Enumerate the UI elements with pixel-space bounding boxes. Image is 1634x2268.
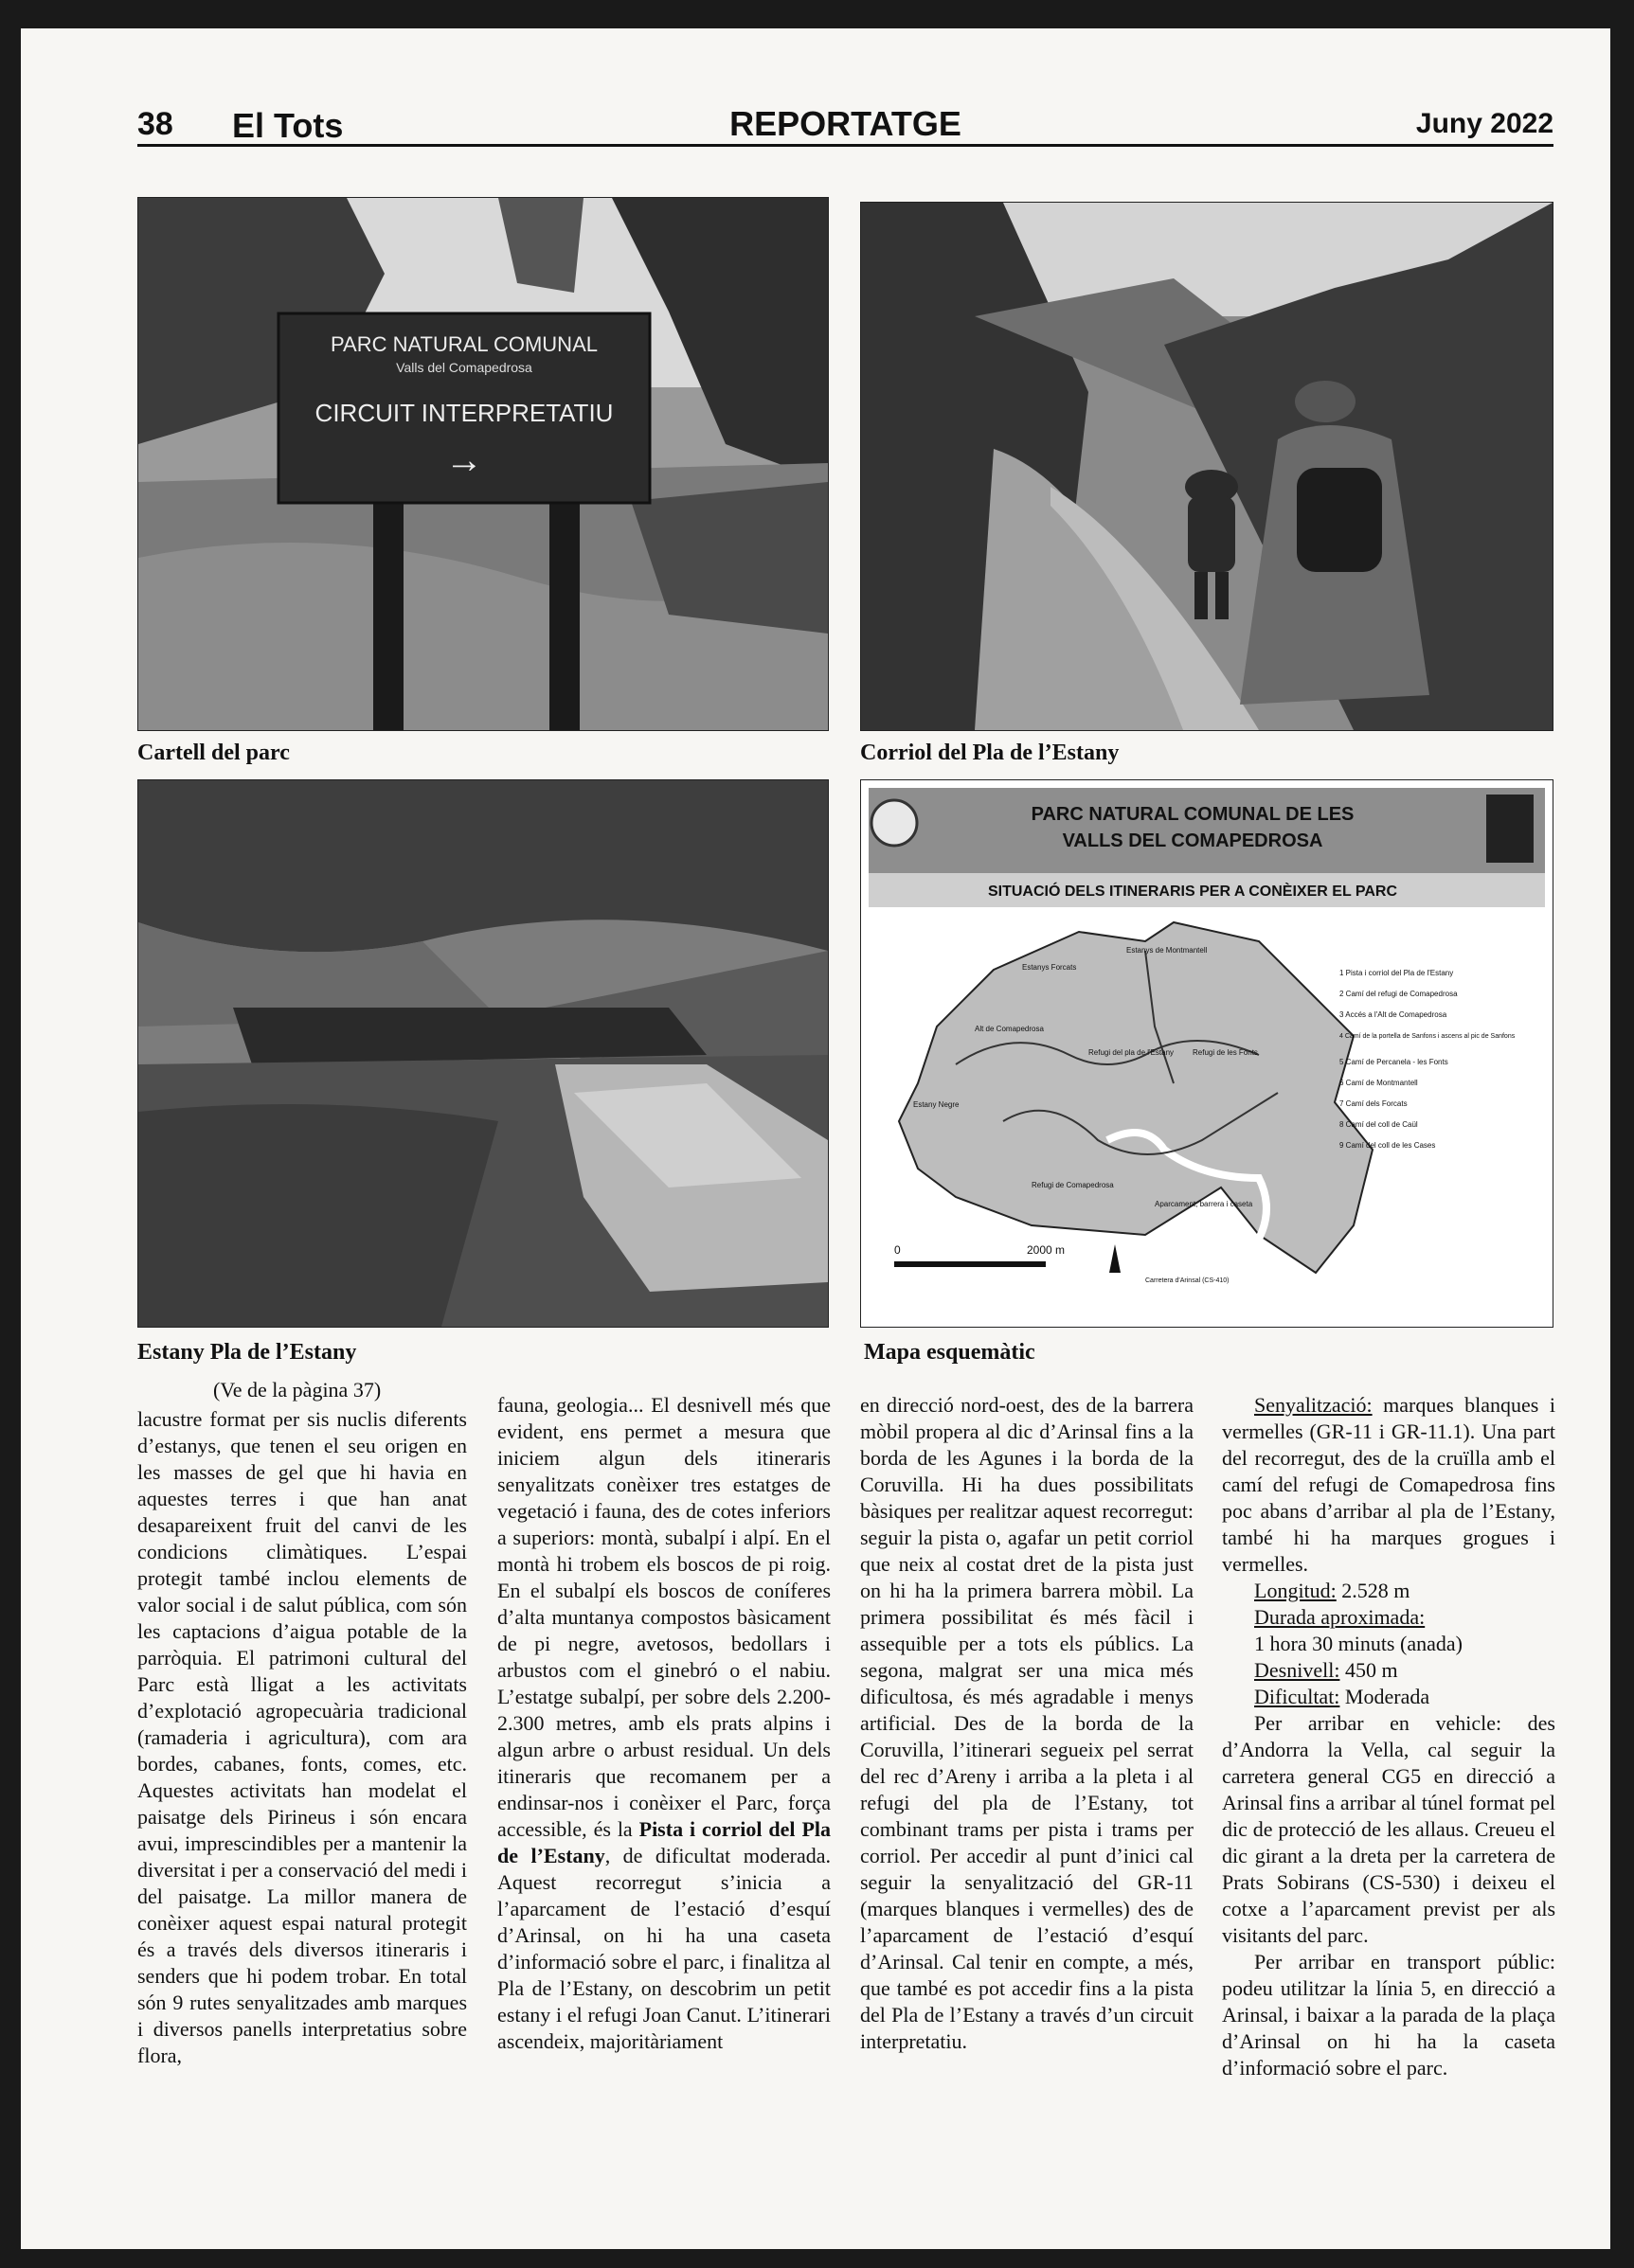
length-info	[1222, 1578, 1555, 1604]
scale-zero-label: 0	[894, 1243, 901, 1257]
caption-map: Mapa esquemàtic	[864, 1340, 1035, 1365]
value: 450 m	[1339, 1658, 1398, 1682]
value: 2.528 m	[1336, 1579, 1410, 1602]
label: Durada aproximada:	[1254, 1605, 1426, 1629]
place-label: Estany Negre	[913, 1100, 960, 1109]
label: Senyalització:	[1254, 1393, 1373, 1417]
route-name: Pista i corriol del Pla de l’Estany	[497, 1817, 832, 1867]
photo-park-sign	[137, 197, 829, 731]
legend-item: 5 Camí de Percanela - les Fonts	[1339, 1058, 1448, 1066]
text-run: , de dificultat moderada. Aquest recorregut s’inicia a l’aparcament de l’estació d’esquí d’Arinsal, on hi ha una caseta d’informació sobre el parc, i finalitza al Pla de l’Estany, on descobrim un petit estany i el refugi Joan Canut. L’itinerari ascendeix, majoritàriament	[497, 1844, 831, 2053]
caption-trail: Corriol del Pla de l’Estany	[860, 741, 1120, 765]
map-subtitle: SITUACIÓ DELS ITINERARIS PER A CONÈIXER EL PARC	[987, 884, 1398, 900]
legend-item: 9 Camí del coll de les Cases	[1339, 1141, 1436, 1150]
transport-access: Per arribar en transport públic: podeu utilitzar la línia 5, en direcció a Arinsal, i baixar a la parada de la plaça d’Arinsal on hi ha la caseta d’informació sobre el parc.	[1222, 1950, 1555, 2080]
place-label: Alt de Comapedrosa	[975, 1025, 1044, 1033]
article-column-4	[1222, 1392, 1555, 2081]
label: Longitud:	[1254, 1579, 1337, 1602]
legend-item: 4 Camí de la portella de Sanfons i ascens al pic de Sanfons	[1339, 1033, 1516, 1040]
difficulty-info	[1222, 1684, 1555, 1710]
place-label: Estanys Forcats	[1022, 963, 1077, 972]
paragraph	[497, 1392, 831, 2055]
duration-value: 1 hora 30 minuts (anada)	[1254, 1632, 1463, 1655]
scale-label: 2000 m	[1027, 1243, 1066, 1257]
publication-name: El Tots	[232, 106, 344, 145]
sign-line-2: Valls del Comapedrosa	[396, 360, 532, 375]
label: Desnivell:	[1254, 1658, 1340, 1682]
article-column-1	[137, 1406, 467, 2069]
page-header	[137, 78, 1553, 147]
vehicle-access: Per arribar en vehicle: des d’Andorra la Vella, cal seguir la carretera general CG5 en direcció a Arinsal fins a arribar al túnel format pel dic de protecció de les allaus. Creueu el dic girant a la dreta per la carretera de Prats Sobirans (CS-530) i deixeu el cotxe a l’aparcament previst per als visitants del parc.	[1222, 1711, 1555, 1947]
elevation-info	[1222, 1657, 1555, 1684]
sign-line-3: CIRCUIT INTERPRETATIU	[314, 399, 614, 427]
legend-item: 8 Camí del coll de Caül	[1339, 1120, 1418, 1129]
paragraph: lacustre format per sis nuclis diferents d’estanys, que tenen el seu origen en les masses de gel que hi havia en aquestes terres i que han anat desapareixent fruit del canvi de les condicions climàtiques. L’espai protegit també inclou elements de valor social i de salut pública, com són les captacions d’aigua potable de la parròquia. El patrimoni cultural del Parc està lligat a les activitats d’explotació agropecuària tradicional (ramaderia i agricultura), com ara bordes, cabanes, fonts, comes, etc. Aquestes activitats han modelat el paisatge dels Pirineus i són encara avui, imprescindibles per a mantenir la diversitat i per a conservació del medi i del paisatge. La millor manera de conèixer aquest espai natural protegit és a través dels diversos itineraris i senders que hi podem trobar. En total són 9 rutes senyalitzades amb marques i diversos panells interpretatius sobre flora,	[137, 1407, 467, 2067]
photo-lake	[137, 779, 829, 1328]
section-title: REPORTATGE	[729, 104, 961, 143]
value: marques blanques i vermelles (GR-11 i GR-11.1). Una part del recorregut, des de la cruïlla amb el camí del refugi de Comapedrosa fins poc abans d’arribar al pla de l’Estany, també hi ha marques grogues i vermelles.	[1222, 1393, 1555, 1576]
map-title-line-2: VALLS DEL COMAPEDROSA	[1062, 830, 1323, 851]
place-label: Aparcament, barrera i caseta	[1155, 1200, 1253, 1208]
caption-lake: Estany Pla de l’Estany	[137, 1340, 357, 1365]
duration-info	[1222, 1604, 1555, 1631]
place-label: Estanys de Montmantell	[1126, 946, 1208, 955]
map-figure	[860, 779, 1553, 1328]
value: Moderada	[1339, 1685, 1430, 1708]
article-column-2	[497, 1392, 831, 2055]
caption-park-sign: Cartell del parc	[137, 741, 290, 765]
continued-from: (Ve de la pàgina 37)	[213, 1378, 382, 1402]
arrow-right-icon: →	[445, 439, 483, 481]
page-number: 38	[137, 106, 173, 142]
legend-item: 1 Pista i corriol del Pla de l'Estany	[1339, 969, 1454, 977]
paragraph: en direcció nord-oest, des de la barrera mòbil propera al dic d’Arinsal fins a la borda de les Agunes i la borda de la Coruvilla. Hi ha dues possibilitats bàsiques per realitzar aquest recorregut: seguir la pista o, agafar un petit corriol que neix al costat dret de la pista just on hi ha la primera barrera mòbil. La primera possibilitat és més fàcil i assequible per a tots els públics. La segona, malgrat ser una mica més dificultosa, és més agradable i menys artificial. Des de la borda de la Coruvilla, l’itinerari segueix pel serrat del rec d’Areny i arriba a la pleta i al refugi del pla de l’Estany, tot combinant trams per pista i trams per corriol. Per accedir al punt d’inici cal seguir la senyalització del GR-11 (marques blanques i vermelles) des de l’aparcament de l’estació d’esquí d’Arinsal. Cal tenir en compte, a més, que també es pot accedir fins a la pista del Pla de l’Estany a través d’un circuit interpretatiu.	[860, 1393, 1194, 2053]
government-crest-icon	[1486, 795, 1534, 863]
place-label: Carretera d'Arinsal (CS-410)	[1145, 1277, 1230, 1284]
text-run: fauna, geologia... El desnivell més que evident, ens permet a mesura que iniciem algun dels itineraris senyalitzats conèixer tres estatges de vegetació i fauna, des de cotes inferiors a superiors: montà, subalpí i alpí. En el montà hi trobem els boscos de pi roig. En el subalpí els boscos de coníferes d’alta muntanya compostos bàsicament de pi negre, avetosos, bedollars i arbustos com el ginebró o el nabiu. L’estatge subalpí, per sobre dels 2.200-2.300 metres, amb els prats alpins i algun arbre o arbust residual. Un dels itineraris que recomanem per a endinsar-nos i conèixer el Parc, força accessible, és la	[497, 1393, 831, 1841]
legend-item: 2 Camí del refugi de Comapedrosa	[1339, 990, 1458, 998]
park-logo-icon	[871, 800, 917, 846]
legend-item: 7 Camí dels Forcats	[1339, 1099, 1408, 1108]
article-column-3	[860, 1392, 1194, 2055]
issue-date: Juny 2022	[1415, 108, 1553, 139]
scale-bar	[894, 1261, 1046, 1267]
photo-trail	[860, 202, 1553, 731]
place-label: Refugi de les Fonts	[1193, 1048, 1258, 1057]
legend-item: 6 Camí de Montmantell	[1339, 1079, 1418, 1087]
sign-line-1: PARC NATURAL COMUNAL	[331, 332, 598, 356]
signage-info	[1222, 1392, 1555, 1578]
place-label: Refugi del pla de l'Estany	[1088, 1048, 1175, 1057]
legend-item: 3 Accés a l'Alt de Comapedrosa	[1339, 1010, 1447, 1019]
map-title-line-1: PARC NATURAL COMUNAL DE LES	[1031, 804, 1355, 825]
place-label: Refugi de Comapedrosa	[1032, 1181, 1114, 1189]
label: Dificultat:	[1254, 1685, 1340, 1708]
